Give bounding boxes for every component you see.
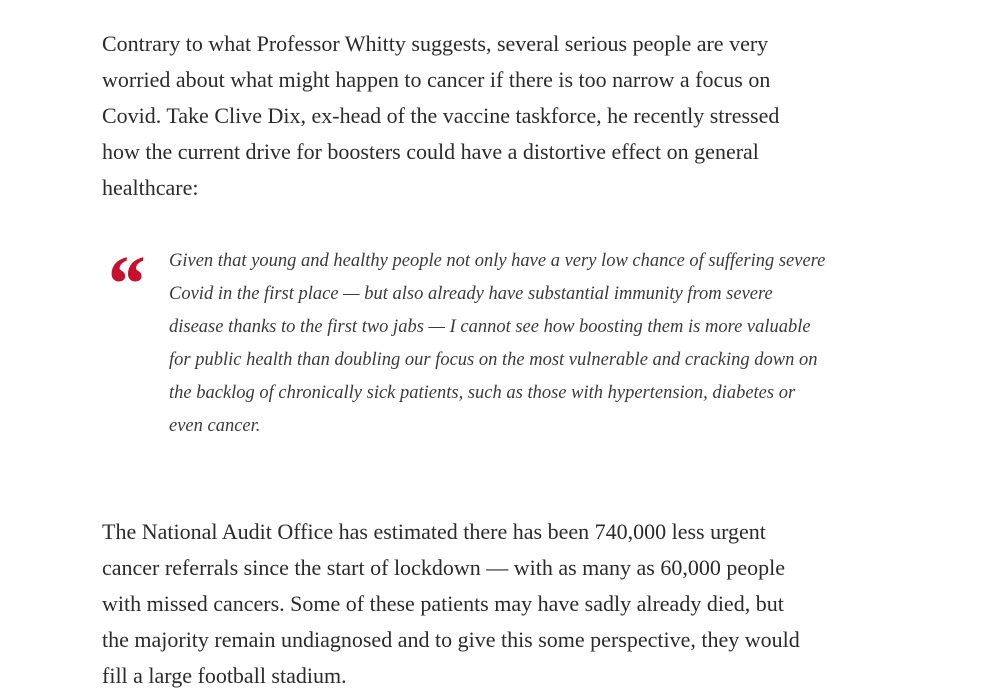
paragraph-line: worried about what might happen to cancer if there is too narrow a focus on — [102, 67, 771, 92]
quote-line: disease thanks to the first two jabs — I cannot see how boosting them is more valuable — [169, 317, 811, 337]
article-body — [102, 26, 902, 694]
paragraph-intro — [102, 26, 902, 206]
quote-line: the backlog of chronically sick patients, such as those with hypertension, diabetes or — [169, 383, 796, 403]
quote-text — [169, 245, 909, 443]
quote-line: for public health than doubling our focus on the most vulnerable and cracking down on — [169, 350, 818, 370]
paragraph-line: with missed cancers. Some of these patients may have sadly already died, but — [102, 591, 784, 616]
quote-line: even cancer. — [169, 416, 261, 436]
quote-line: Given that young and healthy people not only have a very low chance of suffering severe — [169, 251, 826, 271]
paragraph-line: the majority remain undiagnosed and to give this some perspective, they would — [102, 627, 800, 652]
paragraph-line: Contrary to what Professor Whitty suggests, several serious people are very — [102, 31, 769, 56]
quotation-mark-icon: “ — [104, 241, 144, 329]
paragraph-line: The National Audit Office has estimated there has been 740,000 less urgent — [102, 519, 766, 544]
paragraph-line: Covid. Take Clive Dix, ex-head of the vaccine taskforce, he recently stressed — [102, 103, 780, 128]
paragraph-line: fill a large football stadium. — [102, 663, 347, 688]
quote-line: Covid in the first place — but also already have substantial immunity from severe — [169, 284, 773, 304]
blockquote — [102, 241, 902, 461]
paragraph-line: healthcare: — [102, 175, 199, 200]
paragraph-line: how the current drive for boosters could have a distortive effect on general — [102, 139, 759, 164]
paragraph-line: cancer referrals since the start of lockdown — with as many as 60,000 people — [102, 555, 785, 580]
paragraph-audit — [102, 514, 902, 694]
